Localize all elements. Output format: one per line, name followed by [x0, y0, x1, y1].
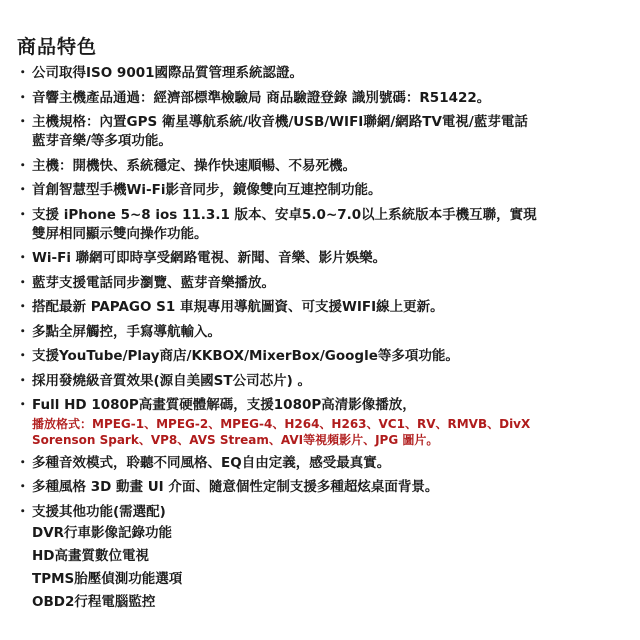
- bullet-marker: ・: [16, 157, 30, 174]
- feature-text: 支援其他功能(需選配): [32, 503, 166, 520]
- feature-item: [14, 396, 634, 448]
- bullet-marker: ・: [16, 397, 30, 413]
- feature-text: 主機規格：內置GPS 衛星導航系統/收音機/USB/WIFI聯網/網路TV電視/藍芽電話: [32, 114, 528, 130]
- feature-text: 支援YouTube/Play商店/KKBOX/MixerBox/Google等多項功能。: [32, 348, 459, 364]
- feature-text: 藍芽音樂/等多項功能。: [32, 133, 172, 149]
- feature-text: 雙屏相同顯示雙向操作功能。: [32, 225, 208, 242]
- bullet-marker: ・: [16, 479, 30, 495]
- optional-feature-text: DVR行車影像記錄功能: [32, 524, 173, 541]
- bullet-marker: ・: [16, 250, 30, 266]
- bullet-marker: ・: [16, 454, 30, 471]
- feature-item: [14, 478, 634, 497]
- feature-text: 採用發燒級音質效果(源自美國ST公司芯片) 。: [32, 372, 311, 389]
- feature-text: 首創智慧型手機Wi-Fi影音同步，鏡像雙向互連控制功能。: [32, 182, 382, 198]
- feature-item: [14, 454, 634, 473]
- bullet-marker: ・: [16, 503, 30, 520]
- feature-text: 支援 iPhone 5~8 ios 11.3.1 版本、安卓5.0~7.0以上系統版本手機互聯，實現: [32, 206, 537, 223]
- optional-feature-text: TPMS胎壓偵測功能選項: [32, 570, 183, 587]
- feature-item: [14, 181, 634, 200]
- feature-text: 多種風格 3D 動畫 UI 介面、隨意個性定制支援多種超炫桌面背景。: [32, 479, 439, 495]
- feature-item: [14, 206, 634, 244]
- feature-list: [14, 64, 634, 619]
- bullet-marker: ・: [16, 348, 30, 364]
- feature-text: 搭配最新 PAPAGO S1 車規專用導航圖資、可支援WIFI線上更新。: [32, 299, 444, 315]
- bullet-marker: ・: [16, 299, 30, 315]
- bullet-marker: ・: [16, 372, 30, 389]
- bullet-marker: ・: [16, 114, 30, 130]
- feature-text: 公司取得ISO 9001國際品質管理系統認證。: [32, 65, 303, 81]
- feature-item: [14, 249, 634, 268]
- bullet-marker: ・: [16, 89, 30, 106]
- feature-text: Full HD 1080P高畫質硬體解碼，支援1080P高清影像播放，: [32, 397, 416, 413]
- playback-format-text: 播放格式：MPEG-1、MPEG-2、MPEG-4、H264、H263、VC1、RV、RMVB、DivX: [32, 417, 531, 431]
- bullet-marker: ・: [16, 65, 30, 81]
- optional-feature-text: HD高畫質數位電視: [32, 547, 150, 564]
- playback-format-text: Sorenson Spark、VP8、AVS Stream、AVI等視頻影片、JPG 圖片。: [32, 433, 439, 447]
- feature-text: 音響主機產品通過：經濟部標準檢驗局 商品驗證登錄 識別號碼：R51422。: [32, 89, 491, 106]
- feature-item: [14, 64, 634, 83]
- bullet-marker: ・: [16, 182, 30, 198]
- feature-item: [14, 113, 634, 151]
- feature-text: 主機：開機快、系統穩定、操作快速順暢、不易死機。: [32, 157, 356, 174]
- feature-item: [14, 323, 634, 342]
- feature-item: [14, 372, 634, 391]
- bullet-marker: ・: [16, 206, 30, 223]
- feature-item: [14, 89, 634, 108]
- bullet-marker: ・: [16, 323, 30, 340]
- optional-feature-text: OBD2行程電腦監控: [32, 593, 156, 610]
- bullet-marker: ・: [16, 274, 30, 291]
- feature-item: [14, 347, 634, 366]
- page-title: 商品特色: [17, 36, 98, 58]
- feature-item: [14, 274, 634, 293]
- feature-text: 多種音效模式，聆聽不同風格、EQ自由定義，感受最真實。: [32, 454, 391, 471]
- feature-item: [14, 503, 634, 614]
- feature-text: 藍芽支援電話同步瀏覽、藍芽音樂播放。: [32, 274, 275, 291]
- feature-text: 多點全屏觸控，手寫導航輸入。: [32, 323, 221, 340]
- feature-item: [14, 298, 634, 317]
- feature-item: [14, 157, 634, 176]
- feature-text: Wi-Fi 聯網可即時享受網路電視、新聞、音樂、影片娛樂。: [32, 250, 387, 266]
